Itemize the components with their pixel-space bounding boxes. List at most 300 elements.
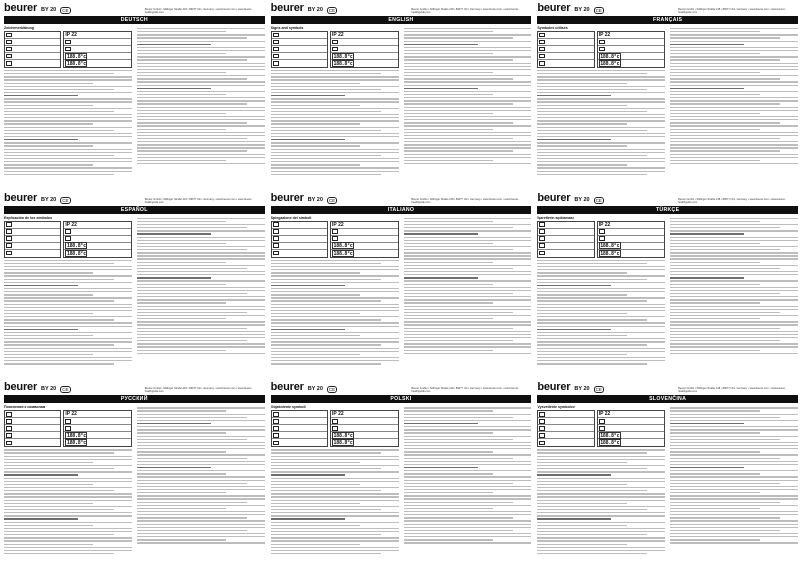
lcd-display: 188.8°c — [66, 61, 86, 67]
language-bar: POLSKI — [271, 395, 532, 403]
symbol-icon — [6, 419, 12, 424]
section-title: Пояснения к символам — [4, 405, 46, 410]
symbol-icon — [273, 222, 279, 227]
symbol-icon — [6, 236, 12, 241]
symbol-cell — [5, 60, 60, 67]
language-bar: ITALIANO — [271, 206, 532, 214]
ip-rating: IP 22 — [598, 411, 611, 418]
symbol-cell — [331, 243, 397, 250]
language-panel — [537, 193, 798, 377]
panel-body — [271, 405, 532, 566]
symbol-cell — [538, 53, 593, 60]
symbol-icon — [599, 40, 605, 45]
lcd-display: 188.8°c — [66, 53, 86, 60]
symbol-icon — [65, 426, 71, 431]
ce-mark: CE — [595, 197, 602, 203]
symbol-cell — [64, 432, 130, 439]
symbol-table-2 — [330, 410, 398, 447]
symbol-icon — [273, 33, 279, 38]
symbol-icon — [539, 47, 545, 52]
symbol-icon — [6, 243, 12, 248]
symbol-table-2 — [330, 31, 398, 68]
symbol-icon — [539, 251, 545, 256]
symbol-cell — [331, 432, 397, 439]
symbol-cell — [331, 53, 397, 60]
symbol-cell — [538, 425, 593, 432]
brand-logo: beurer — [270, 192, 304, 204]
symbol-icon — [599, 419, 605, 424]
symbol-cell — [272, 250, 327, 257]
lcd-display: 188.8°c — [66, 440, 86, 447]
symbol-cell — [331, 222, 397, 229]
symbol-icon — [539, 229, 545, 234]
panel-header — [4, 382, 265, 393]
symbol-cell — [598, 53, 664, 60]
symbol-icon — [6, 441, 12, 446]
symbol-cell — [5, 439, 60, 446]
column-left — [271, 26, 399, 187]
body-text-lines — [271, 70, 399, 187]
symbol-icon — [6, 433, 12, 438]
symbol-cell — [5, 411, 60, 418]
symbol-table — [271, 31, 328, 68]
symbol-cell — [331, 60, 397, 67]
panel-header — [537, 382, 798, 393]
symbol-icon — [65, 47, 71, 52]
brand-logo: beurer — [537, 192, 571, 204]
symbol-cell — [64, 32, 130, 39]
column-right — [404, 26, 532, 187]
column-left — [4, 26, 132, 187]
column-right — [404, 405, 532, 566]
symbol-icon — [273, 412, 279, 417]
body-text-lines — [404, 218, 532, 377]
section-title: Vysvetlenie symbolov — [537, 405, 575, 410]
language-panel — [271, 382, 532, 566]
symbol-cell — [272, 418, 327, 425]
symbol-icon — [273, 433, 279, 438]
manufacturer-address: Beurer GmbH • Söflinger Straße 218 • 89077 Ulm, Germany • www.beurer.com • www.beurer-healthguide.com — [678, 197, 786, 204]
ce-mark: CE — [62, 8, 69, 13]
body-text-lines — [670, 407, 798, 566]
symbol-cell — [598, 411, 664, 418]
symbol-cell — [331, 418, 397, 425]
symbol-table-2 — [63, 221, 131, 258]
language-panel — [537, 3, 798, 187]
manufacturer-address: Beurer GmbH • Söflinger Straße 218 • 89077 Ulm, Germany • www.beurer.com • www.beurer-healthguide.com — [144, 387, 253, 394]
symbol-cell — [64, 439, 130, 446]
column-right — [670, 216, 798, 377]
symbol-icon — [65, 419, 71, 424]
body-text-lines — [4, 449, 132, 566]
symbol-table — [4, 410, 61, 447]
symbol-icon — [273, 419, 279, 424]
symbol-cell — [598, 243, 664, 250]
ce-mark: CE — [328, 8, 336, 13]
symbol-icon — [539, 426, 545, 431]
symbol-cell — [538, 46, 593, 53]
lcd-display: 188.8°c — [333, 432, 353, 439]
symbol-tables — [4, 410, 132, 447]
panel-header — [271, 3, 532, 14]
brand-logo: beurer — [270, 382, 304, 394]
symbol-icon — [273, 61, 279, 66]
panel-body — [4, 405, 265, 566]
symbol-cell — [598, 250, 664, 257]
language-panel — [537, 382, 798, 566]
column-right — [670, 26, 798, 187]
symbol-cell — [331, 229, 397, 236]
symbol-icon — [6, 412, 12, 417]
manufacturer-address: Beurer GmbH • Söflinger Straße 218 • 89077 Ulm, Germany • www.beurer.com • www.beurer-healthguide.com — [411, 387, 519, 394]
language-panel — [4, 382, 265, 566]
language-panel — [4, 3, 265, 187]
ip-rating: IP 22 — [598, 32, 611, 38]
body-text-lines — [271, 260, 399, 377]
symbol-cell — [5, 425, 60, 432]
ce-mark: CE — [328, 387, 336, 393]
symbol-icon — [6, 61, 12, 66]
symbol-cell — [5, 432, 60, 439]
lcd-display: 188.8°c — [600, 243, 620, 250]
symbol-cell — [272, 32, 327, 39]
symbol-icon — [539, 441, 545, 446]
symbol-cell — [538, 250, 593, 257]
symbol-cell — [5, 222, 60, 229]
symbol-icon — [273, 236, 279, 241]
symbol-icon — [273, 54, 279, 59]
language-bar: ESPAÑOL — [4, 206, 265, 214]
ip-rating: IP 22 — [65, 32, 77, 38]
panel-body — [537, 26, 798, 187]
symbol-icon — [273, 243, 279, 248]
symbol-icon — [332, 40, 338, 45]
symbol-table-2 — [597, 221, 665, 258]
symbol-tables — [537, 221, 665, 258]
manufacturer-address: Beurer GmbH • Söflinger Straße 218 • 89077 Ulm, Germany • www.beurer.com • www.beurer-healthguide.com — [144, 8, 253, 14]
symbol-cell — [5, 46, 60, 53]
symbol-cell — [538, 39, 593, 46]
symbol-cell — [64, 222, 130, 229]
symbol-icon — [273, 40, 279, 45]
symbol-icon — [599, 236, 605, 241]
symbol-icon — [599, 426, 605, 431]
symbol-cell — [598, 229, 664, 236]
lcd-display: 188.8°c — [600, 432, 620, 439]
lcd-display: 188.8°c — [600, 250, 620, 257]
language-panel — [271, 3, 532, 187]
body-text-lines — [4, 260, 132, 377]
lcd-display: 188.8°c — [66, 432, 86, 439]
body-text-lines — [537, 449, 665, 566]
symbol-icon — [65, 40, 71, 45]
section-title: Objaśnienie symboli — [270, 405, 306, 410]
symbol-cell — [272, 60, 327, 67]
symbol-tables — [271, 221, 399, 258]
brand-logo: beurer — [4, 3, 38, 14]
symbol-cell — [598, 418, 664, 425]
model-label: BY 20 — [307, 196, 323, 203]
column-right — [670, 405, 798, 566]
manufacturer-address: Beurer GmbH • Söflinger Straße 218 • 89077 Ulm, Germany • www.beurer.com • www.beurer-healthguide.com — [144, 197, 253, 204]
language-bar: DEUTSCH — [4, 16, 265, 24]
section-title: Symboles utilisés — [537, 26, 568, 30]
symbol-icon — [332, 47, 338, 52]
symbol-cell — [64, 229, 130, 236]
manufacturer-address: Beurer GmbH • Söflinger Straße 218 • 89077 Ulm, Germany • www.beurer.com • www.beurer-healthguide.com — [678, 8, 786, 14]
ce-mark: CE — [328, 197, 336, 203]
symbol-table-2 — [63, 31, 131, 68]
symbol-table-2 — [63, 410, 131, 447]
symbol-cell — [538, 236, 593, 243]
symbol-icon — [6, 54, 12, 59]
symbol-tables — [537, 410, 665, 447]
symbol-icon — [539, 433, 545, 438]
panel-header — [537, 3, 798, 14]
symbol-cell — [5, 39, 60, 46]
symbol-cell — [331, 411, 397, 418]
symbol-cell — [331, 32, 397, 39]
ip-rating: IP 22 — [332, 32, 344, 38]
symbol-icon — [6, 222, 12, 227]
symbol-icon — [6, 40, 12, 45]
model-label: BY 20 — [307, 7, 323, 13]
lcd-display: 188.8°c — [333, 440, 353, 447]
column-left — [271, 405, 399, 566]
symbol-table — [537, 31, 594, 68]
symbol-icon — [6, 251, 12, 256]
symbol-cell — [5, 243, 60, 250]
symbol-icon — [273, 229, 279, 234]
body-text-lines — [537, 260, 665, 377]
ce-mark: CE — [62, 387, 69, 393]
section-title: Spiegazione dei simboli — [270, 215, 312, 220]
panel-body — [4, 216, 265, 377]
language-bar: FRANÇAIS — [537, 16, 798, 24]
body-text-lines — [670, 28, 798, 187]
symbol-cell — [538, 60, 593, 67]
symbol-icon — [539, 222, 545, 227]
manufacturer-address: Beurer GmbH • Söflinger Straße 218 • 89077 Ulm, Germany • www.beurer.com • www.beurer-healthguide.com — [411, 8, 519, 14]
column-left — [537, 216, 665, 377]
body-text-lines — [271, 449, 399, 566]
symbol-icon — [332, 236, 338, 241]
symbol-cell — [272, 411, 327, 418]
symbol-cell — [538, 222, 593, 229]
symbol-icon — [332, 229, 338, 234]
section-title: Explicación de los símbolos — [4, 215, 53, 220]
symbol-cell — [5, 418, 60, 425]
symbol-tables — [537, 31, 665, 68]
symbol-cell — [598, 32, 664, 39]
brand-logo: beurer — [537, 382, 571, 394]
brand-logo: beurer — [270, 3, 304, 14]
symbol-icon — [539, 243, 545, 248]
symbol-tables — [4, 31, 132, 68]
manufacturer-address: Beurer GmbH • Söflinger Straße 218 • 89077 Ulm, Germany • www.beurer.com • www.beurer-healthguide.com — [678, 387, 786, 394]
body-text-lines — [4, 70, 132, 187]
symbol-cell — [64, 418, 130, 425]
lcd-display: 188.8°c — [600, 440, 620, 447]
body-text-lines — [537, 70, 665, 187]
symbol-cell — [64, 411, 130, 418]
brand-logo: beurer — [4, 192, 38, 204]
ip-rating: IP 22 — [332, 221, 344, 228]
panel-body — [4, 26, 265, 187]
symbol-cell — [538, 229, 593, 236]
column-right — [137, 216, 265, 377]
symbol-icon — [539, 54, 545, 59]
body-text-lines — [404, 407, 532, 566]
symbol-cell — [538, 411, 593, 418]
symbol-icon — [599, 229, 605, 234]
symbol-table — [537, 221, 594, 258]
symbol-icon — [599, 47, 605, 52]
symbol-table — [4, 221, 61, 258]
body-text-lines — [137, 218, 265, 377]
symbol-cell — [538, 418, 593, 425]
symbol-icon — [6, 47, 12, 52]
symbol-cell — [272, 46, 327, 53]
symbol-cell — [598, 432, 664, 439]
symbol-icon — [65, 229, 71, 234]
brand-logo: beurer — [537, 3, 571, 14]
body-text-lines — [404, 28, 532, 187]
symbol-cell — [272, 222, 327, 229]
symbol-cell — [538, 32, 593, 39]
column-left — [271, 216, 399, 377]
symbol-cell — [598, 60, 664, 67]
panel-header — [4, 3, 265, 14]
lcd-display: 188.8°c — [600, 53, 620, 60]
symbol-cell — [331, 250, 397, 257]
panel-header — [271, 193, 532, 204]
symbol-tables — [271, 410, 399, 447]
symbol-cell — [272, 229, 327, 236]
symbol-cell — [64, 53, 130, 60]
language-panel — [4, 193, 265, 377]
symbol-icon — [539, 419, 545, 424]
column-left — [537, 405, 665, 566]
symbol-tables — [271, 31, 399, 68]
symbol-cell — [272, 236, 327, 243]
symbol-icon — [332, 419, 338, 424]
symbol-cell — [598, 39, 664, 46]
lcd-display: 188.8°c — [333, 61, 353, 67]
symbol-cell — [538, 243, 593, 250]
language-bar: РУССКИЙ — [4, 395, 265, 403]
manufacturer-address: Beurer GmbH • Söflinger Straße 218 • 89077 Ulm, Germany • www.beurer.com • www.beurer-healthguide.com — [411, 197, 519, 204]
lcd-display: 188.8°c — [66, 243, 86, 250]
symbol-icon — [65, 236, 71, 241]
ce-mark: CE — [595, 387, 602, 393]
panel-header — [271, 382, 532, 393]
column-right — [404, 216, 532, 377]
symbol-table-2 — [597, 31, 665, 68]
symbol-cell — [272, 439, 327, 446]
symbol-table-2 — [330, 221, 398, 258]
symbol-cell — [64, 243, 130, 250]
symbol-table — [4, 31, 61, 68]
language-bar: ENGLISH — [271, 16, 532, 24]
lcd-display: 188.8°c — [333, 250, 353, 257]
ip-rating: IP 22 — [65, 221, 77, 228]
symbol-cell — [272, 243, 327, 250]
symbol-cell — [538, 439, 593, 446]
ce-mark: CE — [595, 8, 602, 13]
body-text-lines — [137, 28, 265, 187]
column-left — [537, 26, 665, 187]
symbol-icon — [332, 426, 338, 431]
symbol-cell — [272, 53, 327, 60]
ip-rating: IP 22 — [332, 411, 344, 418]
symbol-icon — [539, 33, 545, 38]
model-label: BY 20 — [574, 7, 590, 13]
symbol-icon — [6, 426, 12, 431]
section-title: Signs and symbols — [270, 26, 304, 30]
lcd-display: 188.8°c — [66, 250, 86, 257]
model-label: BY 20 — [574, 196, 590, 203]
symbol-cell — [598, 222, 664, 229]
symbol-cell — [64, 39, 130, 46]
symbol-table — [271, 221, 328, 258]
symbol-table — [271, 410, 328, 447]
symbol-cell — [64, 60, 130, 67]
symbol-cell — [272, 432, 327, 439]
lcd-display: 188.8°c — [600, 61, 620, 67]
symbol-cell — [538, 432, 593, 439]
ip-rating: IP 22 — [598, 221, 611, 228]
lcd-display: 188.8°c — [333, 53, 353, 60]
symbol-cell — [5, 236, 60, 243]
symbol-icon — [273, 251, 279, 256]
language-panel — [271, 193, 532, 377]
panel-body — [537, 405, 798, 566]
symbol-icon — [273, 47, 279, 52]
symbol-icon — [539, 412, 545, 417]
model-label: BY 20 — [41, 386, 57, 393]
column-right — [137, 405, 265, 566]
symbol-icon — [6, 229, 12, 234]
symbol-icon — [539, 236, 545, 241]
symbol-icon — [273, 441, 279, 446]
symbol-tables — [4, 221, 132, 258]
symbol-cell — [331, 39, 397, 46]
model-label: BY 20 — [307, 386, 323, 393]
language-bar: SLOVENČINA — [537, 395, 798, 403]
ce-mark: CE — [62, 197, 69, 203]
model-label: BY 20 — [41, 196, 57, 203]
section-title: Zeichenerklärung — [4, 26, 34, 30]
symbol-cell — [331, 439, 397, 446]
brand-logo: beurer — [4, 382, 38, 394]
symbol-icon — [273, 426, 279, 431]
panel-body — [271, 216, 532, 377]
column-left — [4, 405, 132, 566]
model-label: BY 20 — [574, 386, 590, 393]
column-left — [4, 216, 132, 377]
symbol-icon — [539, 61, 545, 66]
symbol-cell — [5, 32, 60, 39]
symbol-table-2 — [597, 410, 665, 447]
panel-header — [537, 193, 798, 204]
panel-body — [271, 26, 532, 187]
ip-rating: IP 22 — [65, 411, 77, 418]
symbol-cell — [272, 39, 327, 46]
panel-body — [537, 216, 798, 377]
symbol-cell — [598, 439, 664, 446]
symbol-cell — [5, 229, 60, 236]
